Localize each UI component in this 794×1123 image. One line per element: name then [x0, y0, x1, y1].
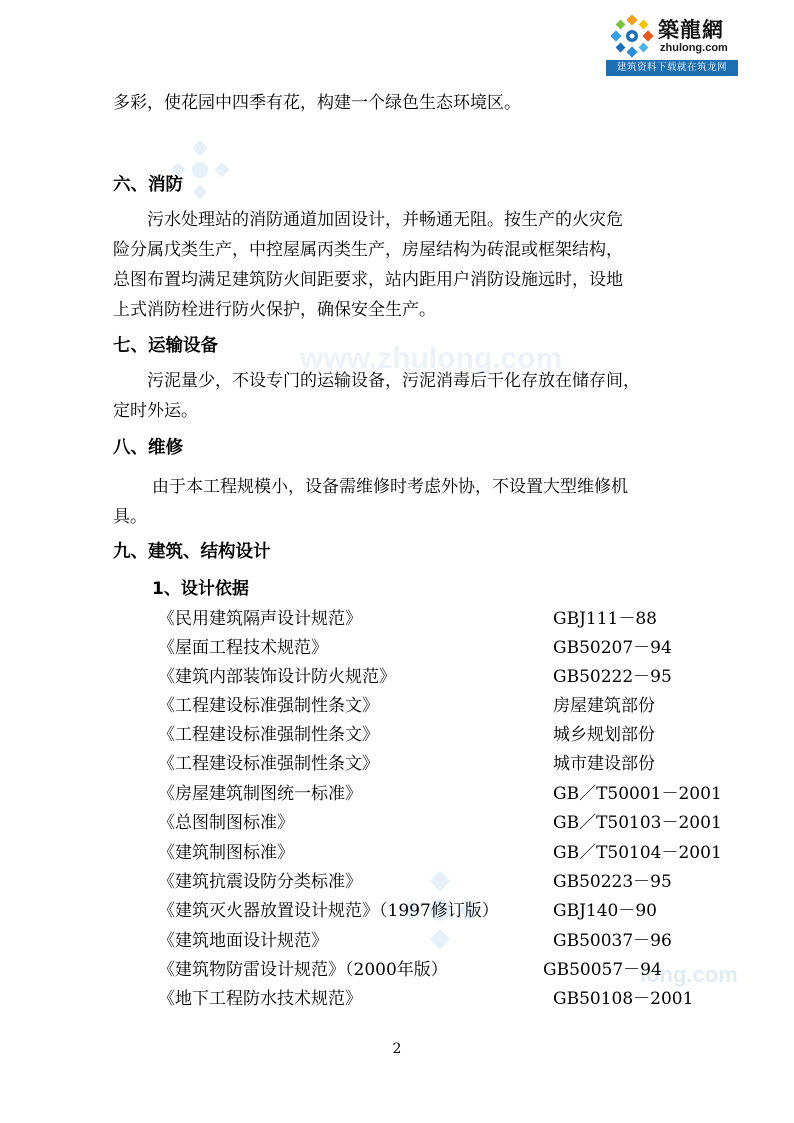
reference-title: 《民用建筑隔声设计规范》 — [158, 609, 362, 629]
section-8-line: 由于本工程规模小，设备需维修时考虑外协，不设置大型维修机 — [152, 477, 628, 497]
reference-title: 《建筑内部装饰设计防火规范》 — [158, 667, 396, 687]
reference-code: GB50207－94 — [553, 638, 672, 658]
section-6-line: 险分属戊类生产，中控屋属丙类生产，房屋结构为砖混或框架结构， — [113, 240, 623, 260]
reference-title: 《房屋建筑制图统一标准》 — [158, 784, 362, 804]
watermark-text-bottom: long.com — [640, 962, 738, 987]
reference-code: GB50057－94 — [543, 960, 662, 980]
logo-url: zhulong.com — [660, 42, 728, 54]
reference-title: 《工程建设标准强制性条文》 — [158, 696, 379, 716]
reference-code: GBJ111－88 — [553, 609, 657, 629]
reference-code: GB50108－2001 — [553, 989, 694, 1009]
reference-title: 《建筑地面设计规范》 — [158, 931, 328, 951]
reference-code: GB50222－95 — [553, 667, 672, 687]
reference-code: GB／T50103－2001 — [553, 813, 722, 833]
section-6-heading: 六、消防 — [113, 175, 183, 195]
reference-code: GB50223－95 — [553, 872, 672, 892]
section-7-line: 定时外运。 — [113, 401, 198, 421]
reference-title: 《建筑制图标准》 — [158, 843, 294, 863]
reference-title: 《总图制图标准》 — [158, 813, 294, 833]
logo-slogan: 建筑资料下载就在筑龙网 — [606, 60, 738, 76]
reference-title: 《建筑抗震设防分类标准》 — [158, 872, 362, 892]
reference-code: 城市建设部份 — [553, 754, 655, 774]
reference-code: GB／T50001－2001 — [553, 784, 722, 804]
page-number: 2 — [392, 1041, 402, 1057]
intro-line: 多彩，使花园中四季有花，构建一个绿色生态环境区。 — [113, 93, 521, 113]
section-7-line: 污泥量少，不设专门的运输设备，污泥消毒后干化存放在储存间， — [147, 371, 640, 391]
reference-code: 城乡规划部份 — [553, 725, 655, 745]
reference-title: 《屋面工程技术规范》 — [158, 638, 328, 658]
reference-title: 《建筑灭火器放置设计规范》（1997修订版） — [158, 901, 499, 921]
watermark-text-top: www.zhulong.com — [300, 342, 563, 375]
section-8-line: 具。 — [113, 507, 147, 527]
section-7-heading: 七、运输设备 — [113, 336, 218, 356]
reference-title: 《地下工程防水技术规范》 — [158, 989, 362, 1009]
snowflake-logo-icon — [610, 14, 654, 58]
logo-name: 築龍網 — [658, 18, 724, 42]
reference-code: GBJ140－90 — [553, 901, 657, 921]
reference-title: 《工程建设标准强制性条文》 — [158, 754, 379, 774]
section-6-line: 总图布置均满足建筑防火间距要求，站内距用户消防设施远时，设地 — [113, 270, 623, 290]
section-6-line: 污水处理站的消防通道加固设计，并畅通无阻。按生产的火灾危 — [147, 210, 623, 230]
section-6-line: 上式消防栓进行防火保护，确保安全生产。 — [113, 300, 436, 320]
section-8-heading: 八、维修 — [113, 438, 183, 458]
reference-code: 房屋建筑部份 — [553, 696, 655, 716]
reference-code: GB／T50104－2001 — [553, 843, 722, 863]
zhulong-logo — [606, 8, 738, 76]
reference-title: 《工程建设标准强制性条文》 — [158, 725, 379, 745]
reference-title: 《建筑物防雷设计规范》（2000年版） — [158, 960, 448, 980]
section-9-heading: 九、建筑、结构设计 — [113, 542, 271, 562]
section-9-subheading: 1、设计依据 — [152, 579, 249, 599]
reference-code: GB50037－96 — [553, 931, 672, 951]
